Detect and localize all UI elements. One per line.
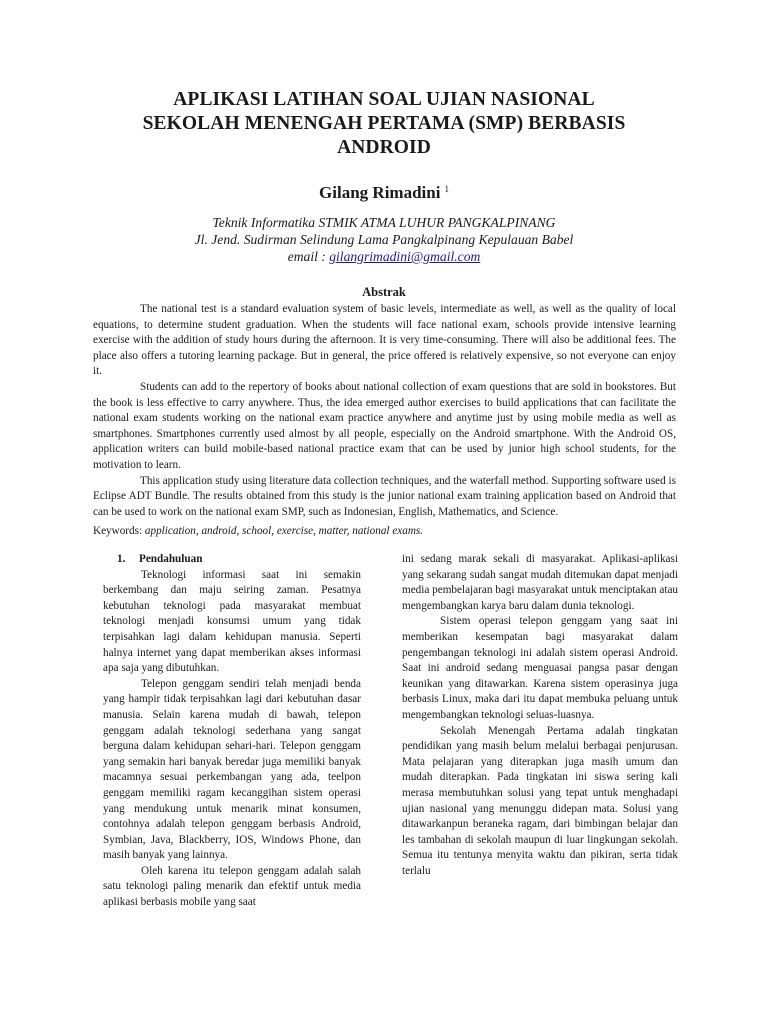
section-title: Pendahuluan bbox=[139, 553, 203, 565]
author bbox=[0, 178, 768, 204]
affiliation-line-2: Jl. Jend. Sudirman Selindung Lama Pangkalpinang Kepulauan Babel bbox=[194, 232, 574, 247]
body-paragraph-continued: ini sedang marak sekali di masyarakat. Aplikasi-aplikasi yang sekarang sudah sangat mudah ditemukan dapat menjadi media pembelajaran bagi masyarakat untuk menciptakan atau mengembangkan karya baru dalam dunia teknologi. bbox=[402, 553, 678, 612]
title-line-2: SEKOLAH MENENGAH PERTAMA (SMP) BERBASIS bbox=[142, 113, 626, 134]
affiliation bbox=[0, 214, 768, 265]
email-link[interactable]: gilangrimadini@gmail.com bbox=[329, 249, 481, 264]
section-number: 1. bbox=[117, 553, 126, 565]
abstract-body bbox=[93, 302, 676, 520]
abstract-paragraph: Students can add to the repertory of books about national collection of exam questions that are sold in bookstores. But the book is less effective to carry anywhere. Thus, the idea emerged author exercises to build applications that can facilitate the national exam students working on the national exam practice anywhere and anytime just by using mobile media as well as smartphones. Smartphones currently used almost by all people, especially on the Android smartphone. With the Android OS, application writers can build mobile-based national practice exam that can be used by junior high school students, for the motivation to learn. bbox=[93, 380, 676, 471]
body-paragraph: Teknologi informasi saat ini semakin berkembang dan maju seiring zaman. Pesatnya kebutuhan teknologi pada masyarakat membuat teknologi menjadi konsumsi umum yang tidak terpisahkan lagi dalam kehidupan manusia. Seperti halnya internet yang dapat memberikan akses informasi apa saja yang dibutuhkan. bbox=[103, 568, 361, 675]
title-line-1: APLIKASI LATIHAN SOAL UJIAN NASIONAL bbox=[173, 89, 595, 110]
left-column bbox=[103, 552, 361, 911]
abstract-paragraph: The national test is a standard evaluation system of basic levels, intermediate as well, as well as the quality of local equations, to determine student graduation. When the students will face national exam, schools provide intensive learning exercise with the addition of study hours during the afternoon. It is very time-consuming. There will also be additional fees. The place also offers a tutoring learning package. But in general, the price offered is relatively expensive, so not everyone can enjoy it. bbox=[93, 303, 676, 378]
body-paragraph: Oleh karena itu telepon genggam adalah salah satu teknologi paling menarik dan efektif untuk media aplikasi berbasis mobile yang saat bbox=[103, 864, 361, 909]
body-paragraph: Sistem operasi telepon genggam yang saat ini memberikan kesempatan bagi masyarakat dalam pengembangan teknologi ini adalah sistem operasi Android. Saat ini android sedang menguasai pangsa pasar dengan keunikan yang ditawarkan. Karena sistem operasinya juga berbasis Linux, maka dari itu dapat membuka peluang untuk mengembangkan teknologi seluas-luasnya. bbox=[402, 615, 678, 721]
affiliation-email-line bbox=[0, 248, 768, 265]
keywords-values: application, android, school, exercise, matter, national exams. bbox=[144, 525, 424, 537]
body-paragraph: Telepon genggam sendiri telah menjadi benda yang hampir tidak terpisahkan lagi dari kebutuhan dasar manusia. Selain karena mudah di bawah, telepon genggam adalah teknologi sederhana yang sangat berguna dalam kehidupan sehari-hari. Telepon genggam yang semakin hari banyak beredar juga memiliki banyak macamnya sesuai perkembangan yang ada, teelpon genggam memiliki ragam kecanggihan sistem operasi yang mendukung untuk menarik minat konsumen, contohnya adalah telepon genggam berbasis Android, Symbian, Java, Blackberry, IOS, Windows Phone, dan masih banyak yang lainnya. bbox=[103, 677, 361, 862]
body-paragraph: Sekolah Menengah Pertama adalah tingkatan pendidikan yang masih belum melalui berbagai penjurusan. Mata pelajaran yang diterapkan juga masih umum dan mudah diterapkan. Pada tingkatan ini siswa sering kali merasa membutuhkan solusi yang tepat untuk menghadapi ujian nasional yang menunggu didepan mata. Solusi yang ditawarkanpun beraneka ragam, dari bimbingan belajar dan les tambahan di sekolah maupun di luar lingkungan sekolah. Semua itu tentunya menyita waktu dan pikiran, serta tidak terlalu bbox=[402, 724, 678, 877]
abstract-heading: Abstrak bbox=[362, 285, 406, 299]
keywords bbox=[93, 524, 676, 539]
author-name: Gilang Rimadini bbox=[319, 183, 441, 202]
keywords-label: Keywords: bbox=[93, 525, 145, 537]
affiliation-line-1: Teknik Informatika STMIK ATMA LUHUR PANGKALPINANG bbox=[212, 215, 556, 230]
section-heading bbox=[117, 552, 361, 568]
paper-title bbox=[0, 88, 768, 160]
abstract-paragraph: This application study using literature data collection techniques, and the waterfall method. Supporting software used is Eclipse ADT Bundle. The results obtained from this study is the junior national exam training application based on Android that can be used to work on the national exam SMP, such as Indonesian, English, Mathematics, and Science. bbox=[93, 474, 676, 518]
title-line-3: ANDROID bbox=[337, 137, 431, 158]
right-column bbox=[402, 552, 678, 879]
author-superscript: 1 bbox=[444, 184, 449, 194]
email-prefix: email : bbox=[287, 249, 330, 264]
